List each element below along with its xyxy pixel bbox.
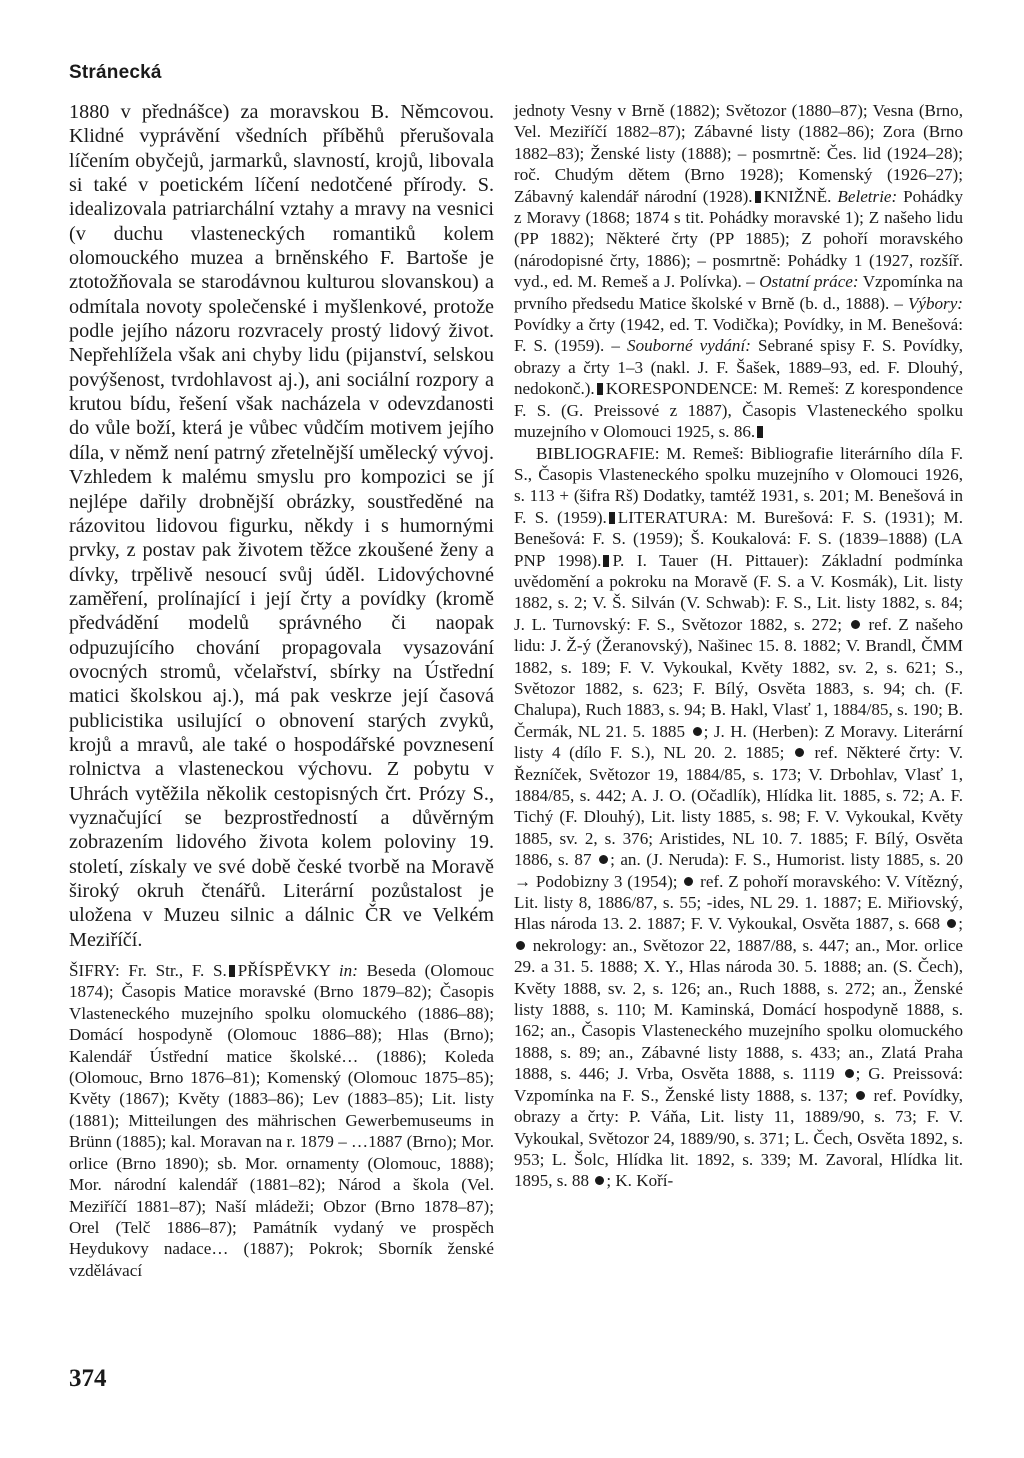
literature-ref-9: ref. Povídky, obrazy a črty: P. Váňa, Lit. listy 11, 1889/90, s. 73; F. V. Vykoukal, Světozor 24, 1889/90, s. 371; L. Čech, Osvěta 1892, s. 953; L. Šolc, Hlídka lit. 1892, s. 339; M. Zavoral, Hlídka lit. 1895, s. 88: [514, 1085, 964, 1191]
selections-label: Výbory:: [907, 293, 963, 313]
bullet-dot-icon: [795, 748, 804, 757]
collected-works-label: Souborné vydání:: [627, 336, 751, 356]
literature-text: LITERATURA: M. Burešová: F. S. (1931); M. Benešová: F. S. (1959); Š. Koukalová: F. S. (1839–1888) (LA PNP 1998).: [514, 507, 963, 570]
literature-ref-6: ref. Z pohoří moravského: V. Vítězný, Lit. listy 8, 1886/87, s. 55; -ides, NL 29. 1. 1887; E. Miřiovský, Hlas národa 13. 2. 1887; F. V. Vykoukal, Osvěta 1887, s. 668: [514, 871, 963, 934]
bullet-dot-icon: [845, 1069, 854, 1078]
contributions-label: PŘÍSPĚVKY: [237, 961, 331, 981]
bullet-dot-icon: [599, 855, 608, 864]
literature-ref-1: P. I. Tauer (H. Pittauer): Základní podmínka uvědomění a pokroku na Moravě (F. S. a V. Kosmák), Lit. listy 1882, s. 2; V. Š. Silván (V. Schwab): F. S., Lit. listy 1882, s. 84; J. L. Turnovský: F. S., Světozor 1882, s. 272;: [514, 550, 963, 634]
section-square-icon: [603, 555, 609, 567]
literature-ref-5: ; an. (J. Neruda): F. S., Humorist. listy 1885, s. 20 → Podobizny 3 (1954);: [514, 850, 964, 891]
collected-works-text: Sebrané spisy F. S. Povídky, obrazy a črty 1–3 (nakl. J. F. Šašek, 1889–93, ed. F. Dlouhý, nedokonč.).: [514, 336, 963, 399]
bullet-dot-icon: [947, 919, 956, 928]
bullet-dot-icon: [684, 877, 693, 886]
literature-ref-4: ref. Některé črty: V. Řezníček, Světozor 19, 1884/85, s. 173; V. Drbohlav, Vlasť 1, 1884/85, s. 442; A. J. O. (Očadlík), Hlídka lit. 1885, s. 72; A. F. Tichý (F. Dlouhý), Lit. listy 1885, s. 98; F. V. Vykoukal, Květy 1885, sv. 2, s. 376; Aristides, NL 10. 7. 1885; F. Bílý, Osvěta 1886, s. 87: [514, 743, 963, 870]
in-label: in:: [338, 961, 358, 981]
fiction-label: Beletrie:: [837, 186, 898, 206]
biography-text: 1880 v přednášce) za moravskou B. Němcovou. Klidné vyprávění všedních příběhů přerušovala líčením obyčejů, jarmarků, slavností, krojů, libovala si také v poetickém líčení nedotčené přírody. S. idealizovala patriarchální vztahy a mravy na vesnici (v duchu vlasteneckých romantiků kolem olomouckého muzea a brněnského F. Bartoše je ztotožňovala se starodávnou kulturou slovanskou) a odmítala novoty společenské i myšlenkové, protože podle jejího názoru rozvracely prostý lidový život. Nepřehlížela však ani chyby lidu (pijanství, selskou povýšenost, tvrdohlavost aj.), ani sociální rozpory a krutou bídu, řešení však nacházela v odevzdanosti do vůle boží, která je vůbec vůdčím motivem jejího díla, v němž není patrný zřetelnější umělecký vývoj. Vzhledem k malému smyslu pro kompozici se jí nejlépe dařily drobnější obrázky, soustředěné na rázovitou lidovou figurku, někdy i s humornými prvky, z postav pak životem těžce zkoušené ženy a dívky, trpělivě nesoucí svůj úděl. Lidovýchovné zaměření, prolínající i její črty a povídky (kromě předvádění modelů správného či naopak odpuzujícího chování propagovala vysazování ovocných stromů, včelařství, sbírky na Ústřední matici školskou aj.), má pak veskrze její časová publicistika usilující o obnovení starých zvyků, krojů a mravů, ale také o hospodářské povznesení rolnictva a vlasteneckou výchovu. Z pobytu v Uhrách vytěžila několik cestopisných črt. Prózy S., vyznačující se bezprostředností a důvěrným zobrazením lidového života kolem poloviny 19. století, získaly ve své době české tvorbě na Moravě široký okruh čtenářů. Literární pozůstalost je uložena v Muzeu silnic a dálnic ČR ve Velkém Meziříčí.: [69, 101, 494, 951]
bullet-dot-icon: [693, 727, 702, 736]
section-square-icon: [757, 426, 763, 438]
page-header: Stránecká: [69, 62, 162, 83]
literature-ref-7: nekrology: an., Světozor 22, 1887/88, s. 447; an., Mor. orlice 29. a 31. 5. 1888; X. Y., Hlas národa 30. 5. 1888; an. (S. Čech), Květy 1888, sv. 2, s. 126; an., Ruch 1888, s. 272; an., Ženské listy 1888, s. 110; M. Kaminská, Domácí hospodyně 1888, s. 162; an., Časopis Vlasteneckého muzejního spolku olomuckého 1888, s. 89; an., Zábavné listy 1888, s. 433; an., Zlatá Praha 1888, s. 446; J. Vrba, Osvěta 1888, s. 1119: [514, 935, 963, 1084]
literature-ref-3: ; J. H. (Herben): Z Moravy. Literární listy 4 (dílo F. S.), NL 20. 2. 1885;: [514, 721, 963, 763]
section-square-icon: [229, 965, 235, 977]
ciphers-and-contributions: [69, 960, 494, 1281]
bullet-dot-icon: [595, 1176, 604, 1185]
section-square-icon: [597, 383, 603, 395]
section-square-icon: [609, 512, 615, 524]
books-label: KNIŽNĚ.: [763, 186, 832, 206]
literature-ref-8: ; G. Preissová: Vzpomínka na F. S., Ženské listy 1888, s. 137;: [514, 1064, 963, 1105]
contributions-text: Beseda (Olomouc 1874); Časopis Matice moravské (Brno 1879–82); Časopis Vlasteneckého muzejního spolku olomuckého (1886–88); Domácí hospodyně (Olomouc 1886–88); Hlas (Brno); Kalendář Ústřední matice školské… (1886); Koleda (Olomouc, Brno 1876–81); Komenský (Olomouc 1875–85); Květy (1867); Květy (1883–86); Lev (1883–85); Lit. listy (1881); Mitteilungen des mährischen Gewerbemuseums in Brünn (1885); kal. Moravan na r. 1879 – …1887 (Brno); Mor. orlice (Brno 1890); sb. Mor. ornamenty (Olomouc, 1888); Mor. národní kalendář (1881–82); Národ a škola (Vel. Meziříčí 1881–87); Naší mládeži; Obzor (Brno 1878–87); Orel (Telč 1886–87); Památník vydaný ve prospěch Heydukovy nadace… (1887); Pokrok; Sborník ženské vzdělávací: [69, 961, 494, 1280]
literature-ref-10: ; K. Koří-: [606, 1171, 674, 1191]
bibliography-paragraph: BIBLIOGRAFIE: M. Remeš: Bibliografie literárního díla F. S., Časopis Vlasteneckého spolku muzejního v Olomouci 1926, s. 113 + (šifra Rš) Dodatky, tamtéž 1931, s. 201; M. Benešová in F. S. (1959). LITERATURA: M. Burešová: F. S. (1931); M. Benešová: F. S. (1959); Š. Koukalová: F. S. (1839–1888) (LA PNP 1998). P. I. Tauer (H. Pittauer): Základní podmínka uvědomění a pokroku na Moravě (F. S. a V. Kosmák), Lit. listy 1882, s. 2; V. Š. Silván (V. Schwab): F. S., Lit. listy 1882, s. 84; J. L. Turnovský: F. S., Světozor 1882, s. 272; ref. Z našeho lidu: J. Ž-ý (Žeranovský), Našinec 15. 8. 1882; V. Brandl, ČMM 1882, s. 189; F. V. Vykoukal, Květy 1882, sv. 2, s. 621; S., Světozor 1882, s. 623; F. Bílý, Osvěta 1883, s. 94; ch. (F. Chalupa), Ruch 1883, s. 94; B. Hakl, Vlasť 1, 1884/85, s. 190; B. Čermák, NL 21. 5. 1885 ; J. H. (Herben): Z Moravy. Literární listy 4 (dílo F. S.), NL 20. 2. 1885; ref. Některé črty: V. Řezníček, Světozor 19, 1884/85, s. 173; V. Drbohlav, Vlasť 1, 1884/85, s. 442; A. J. O. (Očadlík), Hlídka lit. 1885, s. 72; A. F. Tichý (F. Dlouhý), Lit. listy 1885, s. 98; F. V. Vykoukal, Květy 1885, sv. 2, s. 376; Aristides, NL 10. 7. 1885; F. Bílý, Osvěta 1886, s. 87 ; an. (J. Neruda): F. S., Humorist. listy 1885, s. 20 → Podobizny 3 (1954); ref. Z pohoří moravského: V. Vítězný, Lit. listy 8, 1886/87, s. 55; -ides, NL 29. 1. 1887; E. Miřiovský, Hlas národa 13. 2. 1887; F. V. Vykoukal, Osvěta 1887, s. 668 ; nekrology: an., Světozor 22, 1887/88, s. 447; an., Mor. orlice 29. a 31. 5. 1888; X. Y., Hlas národa 30. 5. 1888; an. (S. Čech), Květy 1888, sv. 2, s. 126; an., Ruch 1888, s. 272; an., Ženské listy 1888, s. 110; M. Kaminská, Domácí hospodyně 1888, s. 162; an., Časopis Vlasteneckého muzejního spolku olomuckého 1888, s. 89; an., Zábavné listy 1888, s. 433; an., Zlatá Praha 1888, s. 446; J. Vrba, Osvěta 1888, s. 1119 ; G. Preissová: Vzpomínka na F. S., Ženské listy 1888, s. 137; ref. Povídky, obrazy a črty: P. Váňa, Lit. listy 11, 1889/90, s. 73; F. V. Vykoukal, Světozor 24, 1889/90, s. 371; L. Čech, Osvěta 1892, s. 953; L. Šolc, Hlídka lit. 1892, s. 339; M. Zavoral, Hlídka lit. 1895, s. 88 ; K. Koří-: [514, 443, 964, 1191]
periodicals-text: jednoty Vesny v Brně (1882); Světozor (1880–87); Vesna (Brno, Vel. Meziříčí 1882–87); Zábavné listy (1882–86); Zora (Brno 1882–83); Ženské listy (1888); – posmrtně: Čes. lid (1924–28); roč. Chudým dětem (Brno 1928); Komenský (1926–27); Zábavný kalendář národní (1928).: [514, 101, 963, 206]
literature-ref-2: ref. Z našeho lidu: J. Ž-ý (Žeranovský), Našinec 15. 8. 1882; V. Brandl, ČMM 1882, s. 189; F. V. Vykoukal, Květy 1882, sv. 2, s. 621; S., Světozor 1882, s. 623; F. Bílý, Osvěta 1883, s. 94; ch. (F. Chalupa), Ruch 1883, s. 94; B. Hakl, Vlasť 1, 1884/85, s. 190; B. Čermák, NL 21. 5. 1885: [514, 614, 963, 741]
bullet-dot-icon: [851, 620, 860, 629]
other-works-label: Ostatní práce:: [759, 272, 859, 292]
left-column: [69, 100, 494, 1281]
works-paragraph: [514, 100, 963, 443]
fiction-text: Pohádky z Moravy (1868; 1874 s tit. Pohádky moravské 1); Z našeho lidu (PP 1882); Některé črty (PP 1885); Z pohoří moravského (národopisné črty, 1886); – posmrtně: Pohádky 1 (1927, rozšíř. vyd., ed. M. Remeš a J. Polívka). –: [514, 186, 963, 292]
correspondence-text: KORESPONDENCE: M. Remeš: Z korespondence F. S. (G. Preissové z 1887), Časopis Vlasteneckého spolku muzejního v Olomouci 1925, s. 86.: [514, 379, 963, 442]
bullet-dot-icon: [856, 1091, 865, 1100]
right-column: [514, 100, 963, 1192]
selections-text: Povídky a črty (1942, ed. T. Vodička); Povídky, in M. Benešová: F. S. (1959). –: [514, 315, 963, 356]
other-works-text: Vzpomínka na prvního předsedu Matice školské v Brně (b. d., 1888). –: [514, 272, 963, 313]
ciphers-text: ŠIFRY: Fr. Str., F. S.: [69, 961, 227, 981]
section-square-icon: [755, 191, 761, 203]
page-number: 374: [69, 1365, 107, 1392]
bullet-dot-icon: [516, 941, 525, 950]
bibliography-text: BIBLIOGRAFIE: M. Remeš: Bibliografie literárního díla F. S., Časopis Vlasteneckého spolku muzejního v Olomouci 1926, s. 113 + (šifra Rš) Dodatky, tamtéž 1931, s. 201; M. Benešová in F. S. (1959).: [514, 443, 963, 527]
